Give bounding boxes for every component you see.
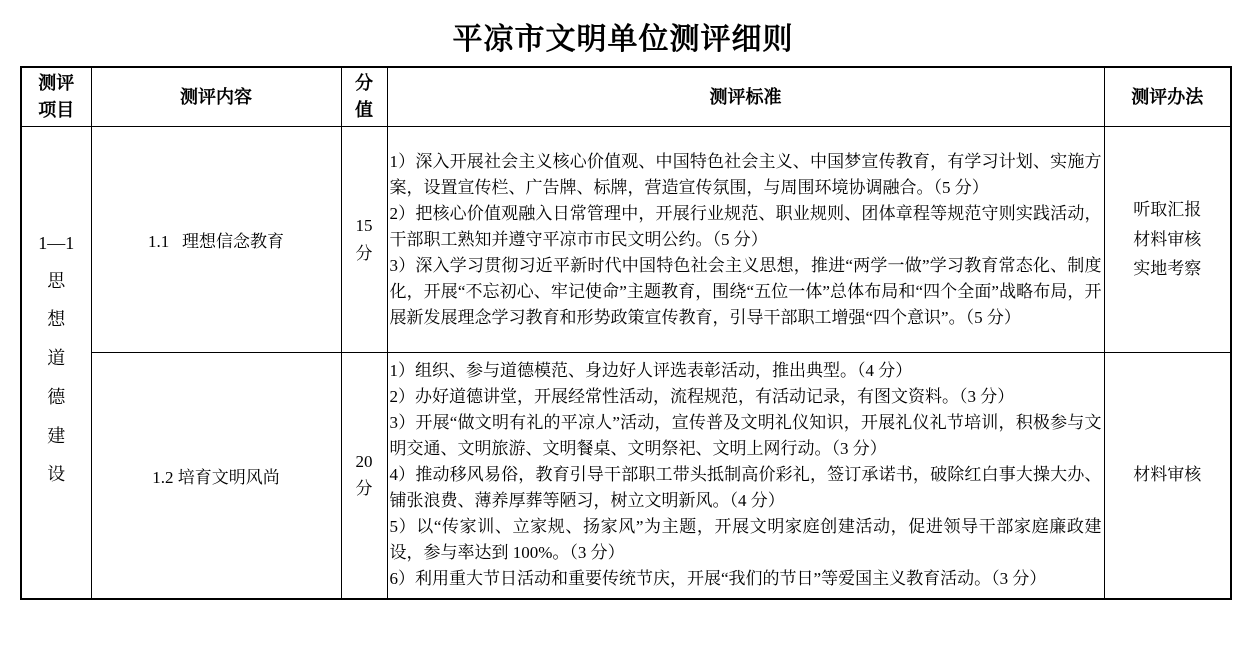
standard-item: 3）开展“做文明有礼的平凉人”活动，宣传普及文明礼仪知识，开展礼仪礼节培训，积极参与文明交通、文明旅游、文明餐桌、文明祭祀、文明上网行动。（3 分） (389, 413, 1102, 459)
score-cell (341, 353, 387, 599)
method-cell (1104, 353, 1231, 599)
table-header-row (21, 67, 1231, 127)
standard-item: 5）以“传家训、立家规、扬家风”为主题，开展文明家庭创建活动，促进领导干部家庭廉政建设，参与率达到 100%。（3 分） (389, 517, 1102, 563)
method-cell (1104, 127, 1231, 353)
table-row (21, 127, 1231, 353)
score-value: 20 (355, 452, 373, 472)
header-score (341, 67, 387, 127)
score-value: 15 (355, 216, 373, 236)
method-item: 材料审核 (1133, 465, 1202, 485)
category-name: 思想道德建设 (47, 270, 66, 485)
standard-cell (387, 353, 1104, 599)
standard-item: 6）利用重大节日活动和重要传统节庆，开展“我们的节日”等爱国主义教育活动。（3 分） (389, 569, 1047, 589)
standard-item: 2）办好道德讲堂，开展经常性活动，流程规范，有活动记录，有图文资料。（3 分） (389, 387, 1015, 407)
score-unit: 分 (355, 243, 373, 263)
standard-item: 4）推动移风易俗，教育引导干部职工带头抵制高价彩礼，签订承诺书，破除红白事大操大办、铺张浪费、薄养厚葬等陋习，树立文明新风。（4 分） (389, 465, 1102, 511)
category-cell (21, 127, 91, 599)
score-cell (341, 127, 387, 353)
standard-item: 1）组织、参与道德模范、身边好人评选表彰活动，推出典型。（4 分） (389, 361, 913, 381)
standard-item: 1）深入开展社会主义核心价值观、中国特色社会主义、中国梦宣传教育，有学习计划、实施方案，设置宣传栏、广告牌、标牌，营造宣传氛围，与周围环境协调融合。（5 分） (389, 151, 1102, 197)
header-content: 测评内容 (91, 67, 341, 127)
header-method: 测评办法 (1104, 67, 1231, 127)
header-project (21, 67, 91, 127)
standard-cell (387, 127, 1104, 353)
header-score-label: 分值 (355, 73, 373, 120)
score-unit: 分 (355, 479, 373, 499)
method-item: 材料审核 (1133, 229, 1202, 249)
standard-item: 3）深入学习贯彻习近平新时代中国特色社会主义思想，推进“两学一做”学习教育常态化、制度化，开展“不忘初心、牢记使命”主题教育，围绕“五位一体”总体布局和“四个全面”战略布局，开展新发展理念学习教育和形势政策宣传教育，引导干部职工增强“四个意识”。（5 分） (389, 255, 1102, 327)
method-item: 实地考察 (1133, 259, 1202, 279)
method-item: 听取汇报 (1133, 199, 1202, 219)
table-row (21, 353, 1231, 599)
header-standard: 测评标准 (387, 67, 1104, 127)
header-project-label: 测评项目 (38, 73, 75, 120)
content-cell: 1.2 培育文明风尚 (91, 353, 341, 599)
page-title: 平凉市文明单位测评细则 (452, 23, 794, 56)
category-code: 1—1 (38, 232, 75, 253)
content-cell: 1.1 理想信念教育 (91, 127, 341, 353)
evaluation-table (20, 66, 1232, 600)
standard-item: 2）把核心价值观融入日常管理中，开展行业规范、职业规则、团体章程等规范守则实践活动，干部职工熟知并遵守平凉市市民文明公约。（5 分） (389, 203, 1102, 249)
